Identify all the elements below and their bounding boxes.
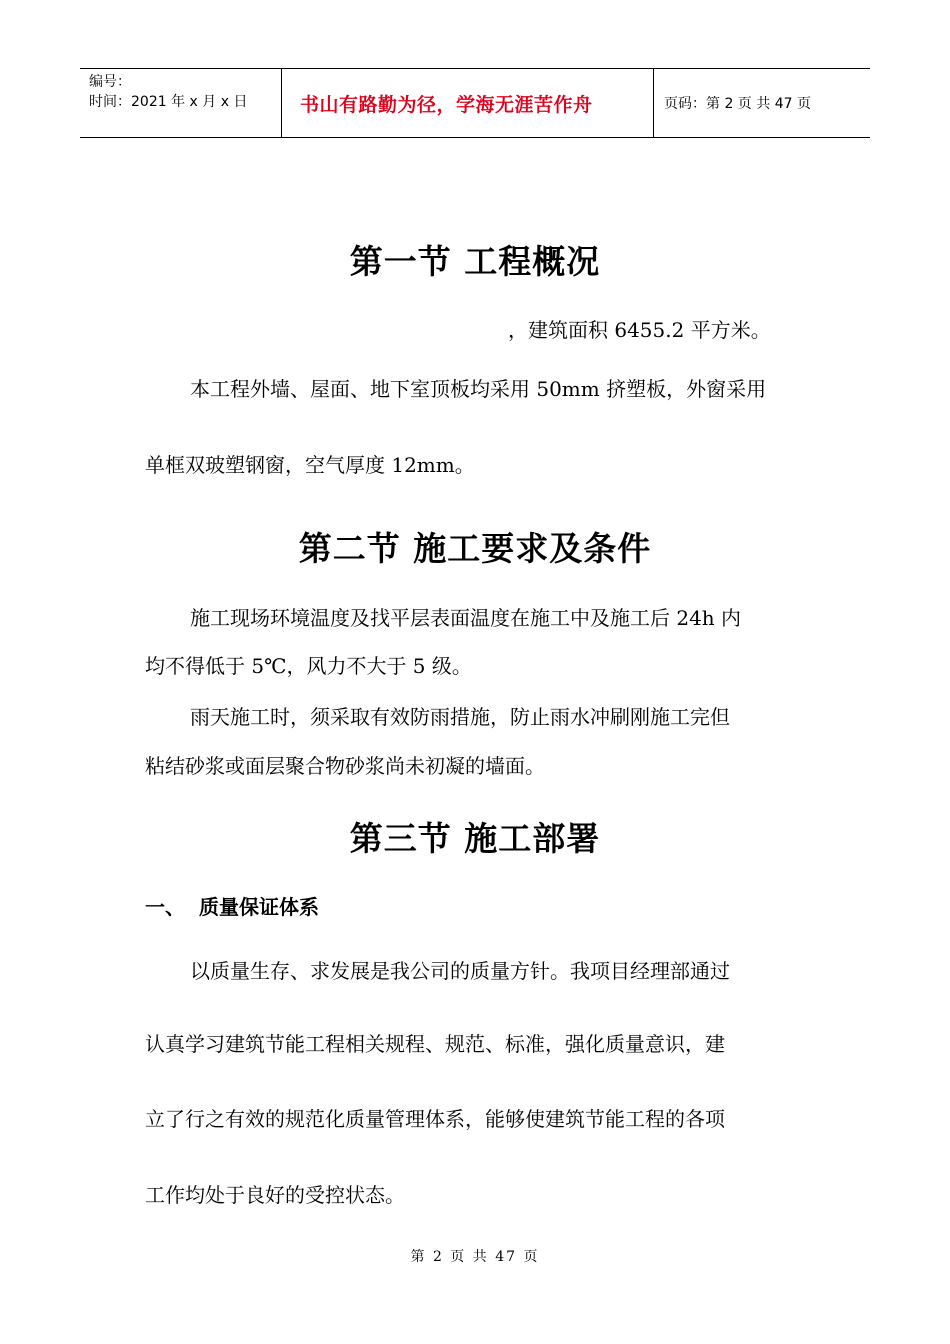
motto-text: 书山有路勤为径，学海无涯苦作舟: [300, 93, 593, 116]
section-2-para-2-line-1: 雨天施工时，须采取有效防雨措施，防止雨水冲刷刚施工完但: [190, 705, 730, 729]
time-label: 时间：2021 年 x 月 x 日: [89, 94, 248, 110]
section-3-para-line-1: 以质量生存、求发展是我公司的质量方针。我项目经理部通过: [190, 959, 730, 983]
section-1-title: 第一节 工程概况: [349, 242, 601, 281]
section-3-subheading: [145, 891, 319, 920]
section-3-title: 第三节 施工部署: [349, 819, 601, 858]
section-3-para-line-2: 认真学习建筑节能工程相关规程、规范、标准，强化质量意识，建: [145, 1032, 725, 1056]
header-meta: [80, 69, 281, 137]
section-2-title: 第二节 施工要求及条件: [298, 529, 652, 568]
header-motto-cell: [281, 69, 654, 137]
subheading-text: 质量保证体系: [199, 895, 319, 919]
section-3-para-line-4: 工作均处于良好的受控状态。: [145, 1183, 405, 1207]
document-header: [80, 68, 870, 138]
number-label: 编号：: [89, 74, 131, 90]
section-1-para-2-line-2: 单框双玻塑钢窗，空气厚度 12mm。: [145, 453, 475, 477]
section-1-para-2-line-1: 本工程外墙、屋面、地下室顶板均采用 50mm 挤塑板，外窗采用: [190, 377, 767, 401]
subheading-number: 一、: [145, 895, 185, 919]
section-3-para-line-3: 立了行之有效的规范化质量管理体系，能够使建筑节能工程的各项: [145, 1107, 725, 1131]
section-2-para-2-line-2: 粘结砂浆或面层聚合物砂浆尚未初凝的墙面。: [145, 754, 545, 778]
section-1-para-1: ，建筑面积 6455.2 平方米。: [508, 318, 771, 342]
section-2-para-1-line-2: 均不得低于 5℃，风力不大于 5 级。: [145, 654, 472, 678]
page-footer: 第 2 页 共 47 页: [410, 1249, 540, 1265]
header-page-info: 页码：第 2 页 共 47 页: [664, 96, 811, 112]
section-2-para-1-line-1: 施工现场环境温度及找平层表面温度在施工中及施工后 24h 内: [190, 606, 742, 630]
